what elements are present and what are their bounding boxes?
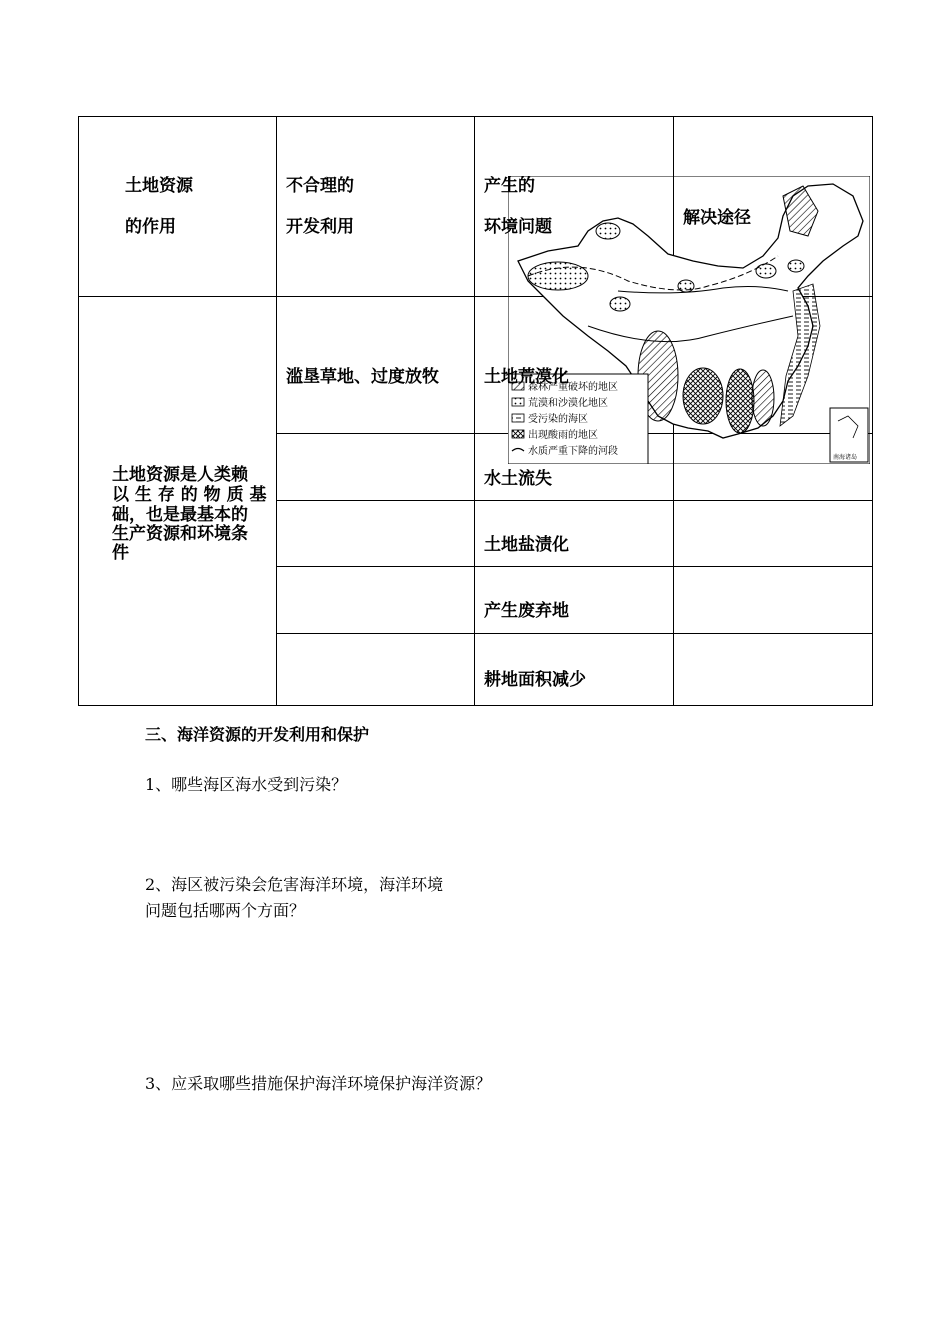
table-border-top	[78, 116, 873, 117]
question-2-line1: 2、海区被污染会危害海洋环境，海洋环境	[145, 875, 444, 894]
role-line: 础，也是最基本的	[112, 505, 248, 525]
header-col3-line2: 环境问题	[484, 217, 552, 237]
role-line: 土地资源是人类赖	[112, 465, 248, 485]
row-problem: 产生废弃地	[484, 601, 569, 621]
section-title: 三、海洋资源的开发利用和保护	[145, 725, 370, 744]
header-col2-line2: 开发利用	[286, 217, 354, 237]
row-divider	[276, 500, 873, 501]
row-problem: 土地盐渍化	[484, 535, 569, 555]
header-col1-line1: 土地资源	[125, 176, 193, 196]
legend-forest: 森林严重破坏的地区	[528, 382, 618, 393]
row-problem: 土地荒漠化	[484, 367, 569, 387]
question-2-line2: 问题包括哪两个方面？	[145, 901, 306, 920]
row-use: 滥垦草地、过度放牧	[286, 367, 439, 387]
header-col1-line2: 的作用	[125, 217, 176, 237]
header-col3-line1: 产生的	[484, 176, 535, 196]
row-divider	[276, 566, 873, 567]
legend-acid-rain: 出现酸雨的地区	[528, 430, 598, 441]
col-divider	[276, 116, 277, 706]
header-col2-line1: 不合理的	[286, 176, 354, 196]
role-line: 以 生 存 的 物 质 基	[112, 485, 267, 505]
table-border-right	[872, 116, 873, 706]
role-line: 生产资源和环境条	[112, 524, 248, 544]
legend-desert: 荒漠和沙漠化地区	[528, 398, 608, 409]
legend-river: 水质严重下降的河段	[528, 446, 618, 457]
question-1: 1、哪些海区海水受到污染？	[145, 775, 348, 794]
table-border-left	[78, 116, 79, 706]
row-problem: 耕地面积减少	[484, 670, 586, 690]
role-line: 件	[112, 543, 129, 563]
question-3: 3、应采取哪些措施保护海洋环境保护海洋资源？	[145, 1074, 492, 1093]
legend-polluted-sea: 受污染的海区	[528, 414, 588, 425]
row-divider	[276, 633, 873, 634]
header-col4: 解决途径	[683, 208, 751, 228]
col-divider	[474, 116, 475, 706]
row-problem: 水土流失	[484, 469, 552, 489]
inset-label: 南海诸岛	[833, 454, 858, 461]
table-border-bottom	[78, 705, 873, 706]
